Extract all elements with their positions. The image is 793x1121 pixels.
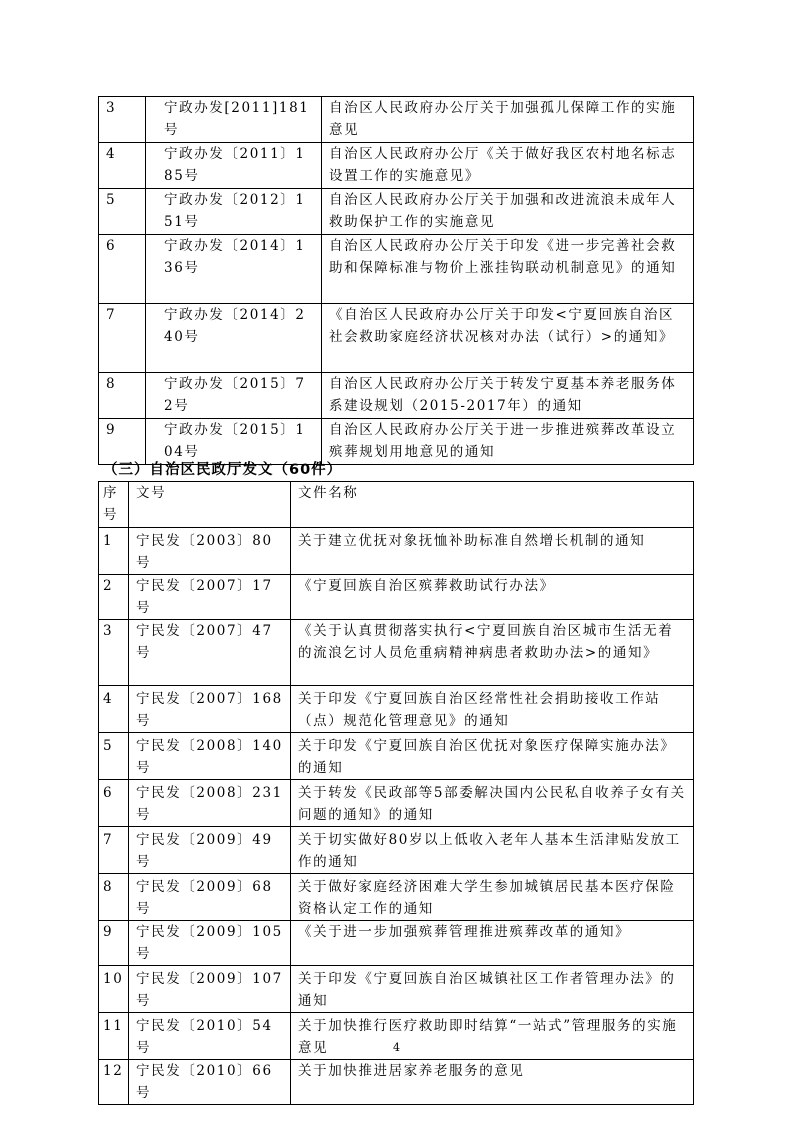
table-row (99, 97, 694, 143)
cell-doc-number: 宁政办发〔2015〕104号 (146, 419, 322, 465)
table-row (99, 373, 694, 419)
table-row (99, 874, 694, 921)
cell-doc-number: 宁政办发〔2011〕185号 (146, 143, 322, 189)
cell-seq: 4 (99, 686, 129, 733)
cell-doc-title: 关于建立优抚对象抚恤补助标准自然增长机制的通知 (291, 528, 694, 575)
cell-doc-number: 宁民发〔2008〕231号 (129, 780, 291, 827)
cell-doc-number: 宁民发〔2009〕49号 (129, 827, 291, 874)
table-row (99, 189, 694, 235)
cell-doc-number: 宁民发〔2007〕47号 (129, 620, 291, 686)
table-row (99, 575, 694, 620)
cell-doc-number: 宁民发〔2009〕68号 (129, 874, 291, 921)
cell-doc-number: 宁民发〔2007〕17号 (129, 575, 291, 620)
cell-seq: 6 (99, 780, 129, 827)
cell-doc-title: 关于印发《宁夏回族自治区优抚对象医疗保障实施办法》的通知 (291, 733, 694, 780)
cell-doc-number: 宁民发〔2007〕168号 (129, 686, 291, 733)
table-provincial-office-docs (98, 96, 694, 465)
cell-doc-number: 宁民发〔2009〕107号 (129, 966, 291, 1013)
table-row (99, 780, 694, 827)
cell-doc-title: 自治区人民政府办公厅《关于做好我区农村地名标志设置工作的实施意见》 (322, 143, 694, 189)
table-row (99, 304, 694, 373)
table-row (99, 143, 694, 189)
header-doc-title: 文件名称 (291, 482, 694, 528)
cell-doc-number: 宁民发〔2003〕80号 (129, 528, 291, 575)
cell-doc-number: 宁民发〔2010〕54号 (129, 1013, 291, 1060)
cell-doc-number: 宁民发〔2010〕66号 (129, 1060, 291, 1105)
cell-doc-number: 宁政办发〔2014〕136号 (146, 235, 322, 304)
table-row (99, 620, 694, 686)
cell-seq: 6 (99, 235, 146, 304)
cell-doc-number: 宁政办发[2011]181号 (146, 97, 322, 143)
cell-doc-title: 自治区人民政府办公厅关于加强孤儿保障工作的实施意见 (322, 97, 694, 143)
cell-doc-number: 宁民发〔2009〕105号 (129, 921, 291, 966)
table-row (99, 686, 694, 733)
cell-doc-number: 宁政办发〔2015〕72号 (146, 373, 322, 419)
section-heading: （三）自治区民政厅发文（60件） (103, 462, 343, 478)
cell-seq: 3 (99, 620, 129, 686)
cell-seq: 7 (99, 827, 129, 874)
table-row (99, 966, 694, 1013)
cell-seq: 5 (99, 189, 146, 235)
cell-doc-title: 《自治区人民政府办公厅关于印发<宁夏回族自治区社会救助家庭经济状况核对办法（试行）>的通知》 (322, 304, 694, 373)
cell-doc-title: 关于做好家庭经济困难大学生参加城镇居民基本医疗保险资格认定工作的通知 (291, 874, 694, 921)
cell-doc-title: 自治区人民政府办公厅关于印发《进一步完善社会救助和保障标准与物价上涨挂钩联动机制意见》的通知 (322, 235, 694, 304)
table-row (99, 921, 694, 966)
header-doc-number: 文号 (129, 482, 291, 528)
table-civil-affairs-docs (98, 481, 694, 1105)
cell-doc-title: 《关于认真贯彻落实执行<宁夏回族自治区城市生活无着的流浪乞讨人员危重病精神病患者救助办法>的通知》 (291, 620, 694, 686)
cell-seq: 7 (99, 304, 146, 373)
cell-doc-title: 《关于进一步加强殡葬管理推进殡葬改革的通知》 (291, 921, 694, 966)
cell-seq: 2 (99, 575, 129, 620)
table-row (99, 1060, 694, 1105)
cell-doc-title: 《宁夏回族自治区殡葬救助试行办法》 (291, 575, 694, 620)
cell-seq: 11 (99, 1013, 129, 1060)
cell-doc-number: 宁政办发〔2012〕151号 (146, 189, 322, 235)
cell-doc-title: 关于印发《宁夏回族自治区经常性社会捐助接收工作站（点）规范化管理意见》的通知 (291, 686, 694, 733)
cell-doc-title: 关于加快推行医疗救助即时结算“一站式”管理服务的实施意见 (291, 1013, 694, 1060)
table-row (99, 235, 694, 304)
cell-doc-title: 自治区人民政府办公厅关于进一步推进殡葬改革设立殡葬规划用地意见的通知 (322, 419, 694, 465)
table-row (99, 528, 694, 575)
cell-doc-title: 自治区人民政府办公厅关于转发宁夏基本养老服务体系建设规划（2015-2017年）的通知 (322, 373, 694, 419)
cell-doc-title: 关于印发《宁夏回族自治区城镇社区工作者管理办法》的通知 (291, 966, 694, 1013)
cell-seq: 9 (99, 921, 129, 966)
cell-seq: 10 (99, 966, 129, 1013)
cell-seq: 8 (99, 874, 129, 921)
table-row (99, 733, 694, 780)
header-seq: 序号 (99, 482, 129, 528)
cell-seq: 8 (99, 373, 146, 419)
cell-seq: 1 (99, 528, 129, 575)
cell-doc-title: 关于转发《民政部等5部委解决国内公民私自收养子女有关问题的通知》的通知 (291, 780, 694, 827)
cell-doc-title: 自治区人民政府办公厅关于加强和改进流浪未成年人救助保护工作的实施意见 (322, 189, 694, 235)
cell-seq: 3 (99, 97, 146, 143)
cell-doc-title: 关于加快推进居家养老服务的意见 (291, 1060, 694, 1105)
cell-seq: 5 (99, 733, 129, 780)
table-header-row (99, 482, 694, 528)
cell-doc-title: 关于切实做好80岁以上低收入老年人基本生活津贴发放工作的通知 (291, 827, 694, 874)
cell-seq: 4 (99, 143, 146, 189)
cell-doc-number: 宁政办发〔2014〕240号 (146, 304, 322, 373)
table-row (99, 827, 694, 874)
cell-seq: 9 (99, 419, 146, 465)
cell-doc-number: 宁民发〔2008〕140号 (129, 733, 291, 780)
cell-seq: 12 (99, 1060, 129, 1105)
page-number: 4 (393, 1041, 400, 1054)
